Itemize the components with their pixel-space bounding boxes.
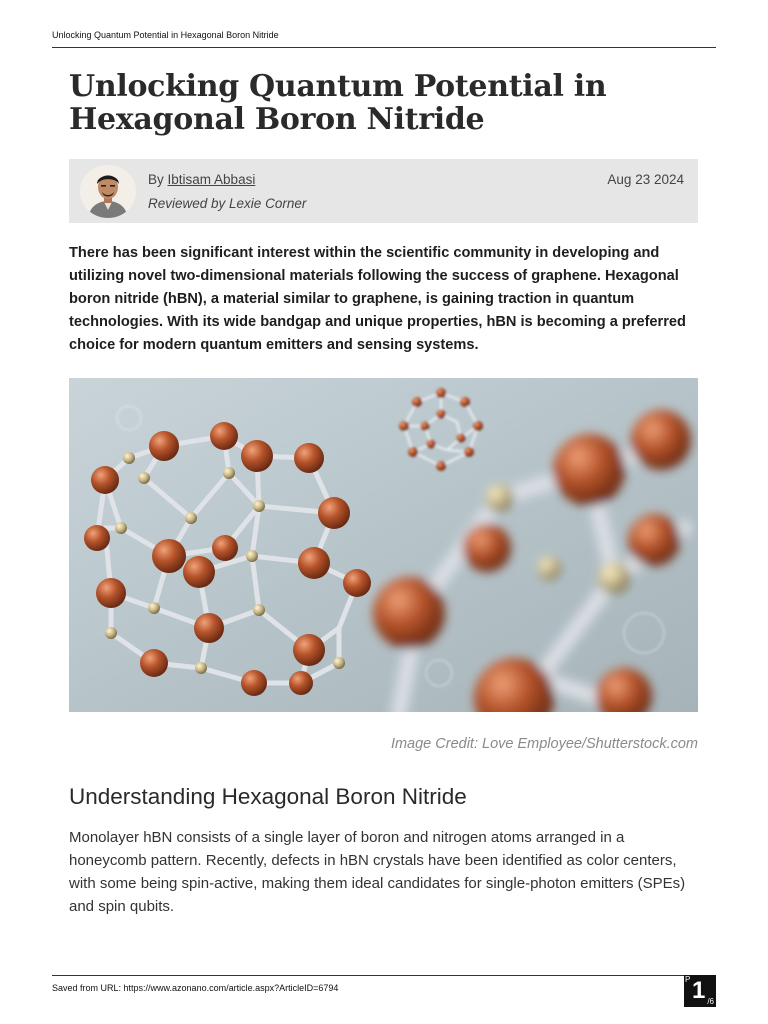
page-number: 1 [692, 977, 706, 1004]
hero-image [69, 378, 698, 712]
author-line [148, 172, 255, 187]
saved-from-url: Saved from URL: https://www.azonano.com/article.aspx?ArticleID=6794 [52, 983, 339, 993]
image-caption: Image Credit: Love Employee/Shutterstock.com [390, 736, 698, 752]
reviewed-by: Reviewed by Lexie Corner [148, 196, 307, 211]
page-total: /6 [707, 997, 714, 1006]
footer-divider [52, 975, 684, 976]
author-avatar[interactable] [80, 165, 136, 218]
header-divider [52, 47, 716, 48]
page-prefix: P [685, 975, 691, 984]
running-header: Unlocking Quantum Potential in Hexagonal Boron Nitride [52, 30, 279, 40]
byline-box [69, 159, 698, 223]
section-heading: Understanding Hexagonal Boron Nitride [69, 784, 467, 809]
publish-date: Aug 23 2024 [607, 172, 684, 187]
article-title: Unlocking Quantum Potential in Hexagonal Boron Nitride [69, 69, 607, 137]
page-indicator [684, 975, 716, 1007]
body-paragraph: Monolayer hBN consists of a single layer of boron and nitrogen atoms arranged in a honeycomb pattern. Recently, defects in hBN crystals have been identified as color centers, with some being spin-active, making them ideal candidates for single-photon emitters (SPEs) and spin qubits. [69, 829, 686, 915]
by-prefix: By [148, 172, 164, 187]
intro-paragraph: There has been significant interest within the scientific community in developing and utilizing novel two-dimensional materials following the success of graphene. Hexagonal boron nitride (hBN), a material similar to graphene, is gaining traction in quantum technologies. With its wide bandgap and unique properties, hBN is becoming a preferred choice for modern quantum emitters and sensing systems. [69, 245, 686, 353]
author-link[interactable]: Ibtisam Abbasi [167, 172, 256, 187]
